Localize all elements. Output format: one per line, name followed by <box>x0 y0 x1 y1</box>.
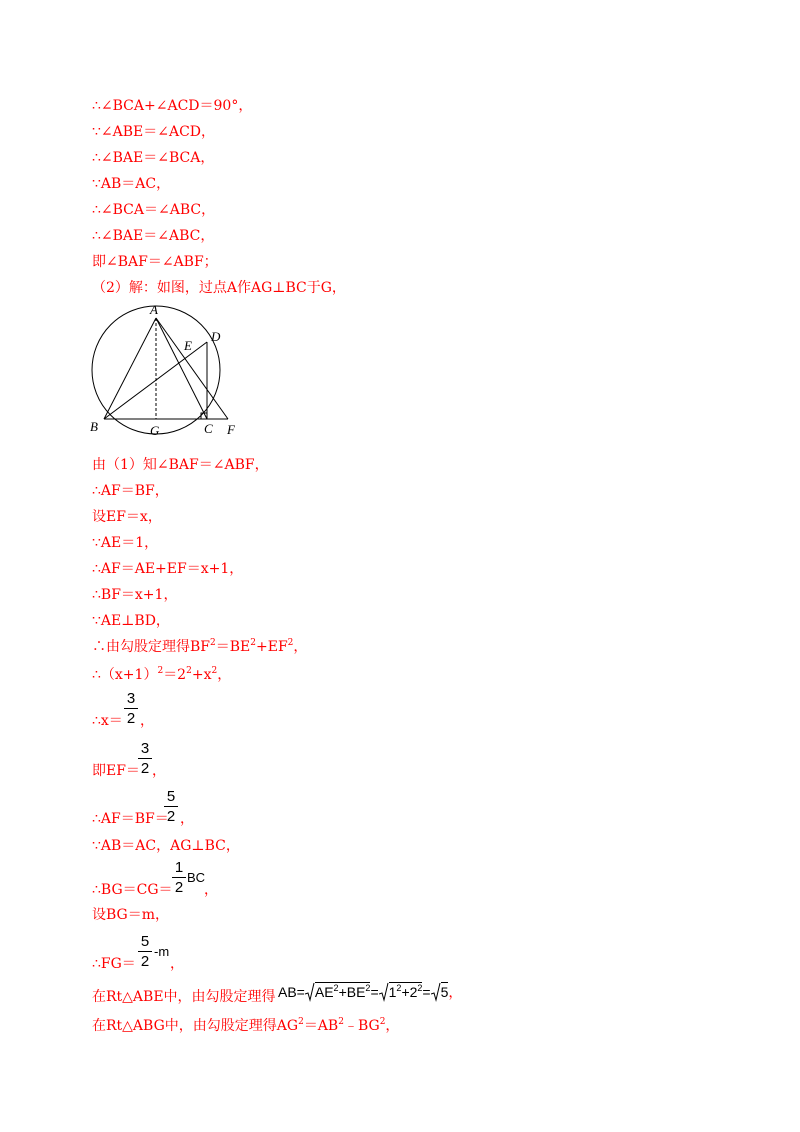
label-b: B <box>90 419 98 434</box>
step-line-16: ∴由勾股定理得$BF^2=BE^2+EF^2$， <box>92 638 308 655</box>
fraction-bg: 1 2 <box>172 859 186 896</box>
label-a: A <box>150 302 158 317</box>
radical-sign-1 <box>305 982 315 1002</box>
step-line-2: ∵∠ABE＝∠ACD， <box>92 124 216 140</box>
fraction-af: 5 2 <box>164 788 178 825</box>
radical-sign-3 <box>431 982 441 1002</box>
label-c: C <box>204 421 213 436</box>
radical-sign-2 <box>379 982 389 1002</box>
step-line-18: ∴x＝ <box>92 713 123 729</box>
comma-20: ， <box>180 811 194 827</box>
fraction-bg-tail: BC <box>187 870 206 885</box>
label-d: D <box>211 329 221 344</box>
step-line-3: ∴∠BAE＝∠BCA， <box>92 150 215 166</box>
fraction-fg: 5 2 <box>138 933 152 970</box>
step-line-11: 设EF＝x， <box>92 509 162 525</box>
step-line-6: ∴∠BAE＝∠ABC， <box>92 228 215 244</box>
fraction-x: 3 2 <box>124 690 138 727</box>
step-line-12: ∵AE＝1， <box>92 535 159 551</box>
step-line-21: ∵AB＝AC，AG⊥BC， <box>92 838 240 854</box>
step-line-4: ∵AB＝AC， <box>92 176 171 192</box>
step-line-23: 设BG＝m， <box>92 907 170 923</box>
comma-18: ， <box>140 713 154 729</box>
step-line-15: ∵AE⊥BD， <box>92 613 170 629</box>
step-line-1: ∴∠BCA+∠ACD＝90°， <box>92 98 253 114</box>
geometry-diagram <box>85 300 255 440</box>
comma-19: ， <box>152 763 166 779</box>
step-line-20: ∴AF＝BF＝ <box>92 811 169 827</box>
segment-ac <box>156 318 207 419</box>
fraction-ef: 3 2 <box>138 740 152 777</box>
step-line-22: ∴BG＝CG＝ <box>92 882 173 898</box>
fraction-fg-tail: -m <box>154 944 170 959</box>
step-line-9: 由（1）知∠BAF＝∠ABF， <box>92 457 269 473</box>
segment-ab <box>104 318 156 419</box>
step-line-5: ∴∠BCA＝∠ABC， <box>92 202 216 218</box>
step-line-26: 在Rt△ABG中，由勾股定理得$AG^2=AB^2﹣BG^2$， <box>92 1017 400 1034</box>
step-line-19: 即EF＝ <box>92 763 140 779</box>
comma-24: ， <box>170 956 184 972</box>
step-line-25: 在Rt△ABE中，由勾股定理得 <box>92 989 276 1005</box>
part2-heading: （2）解：如图，过点A作AG⊥BC于G， <box>92 280 346 296</box>
step-line-17: $\therefore(x+1)^2=2^2+x^2$， <box>92 666 232 683</box>
step-line-10: ∴AF＝BF， <box>92 483 169 499</box>
label-g: G <box>150 423 160 438</box>
label-f: F <box>227 422 235 437</box>
step-line-13: ∴AF＝AE+EF＝x+1， <box>92 561 244 577</box>
comma-22: ， <box>204 882 218 898</box>
step-line-14: ∴BF＝x+1， <box>92 587 178 603</box>
label-e: E <box>184 338 192 353</box>
step-line-7: 即∠BAF＝∠ABF； <box>92 254 218 270</box>
ab-formula: $AB= AE^2+BE^2= 1^2+2^2= 5$， <box>278 983 463 1000</box>
step-line-24: ∴FG＝ <box>92 956 136 972</box>
